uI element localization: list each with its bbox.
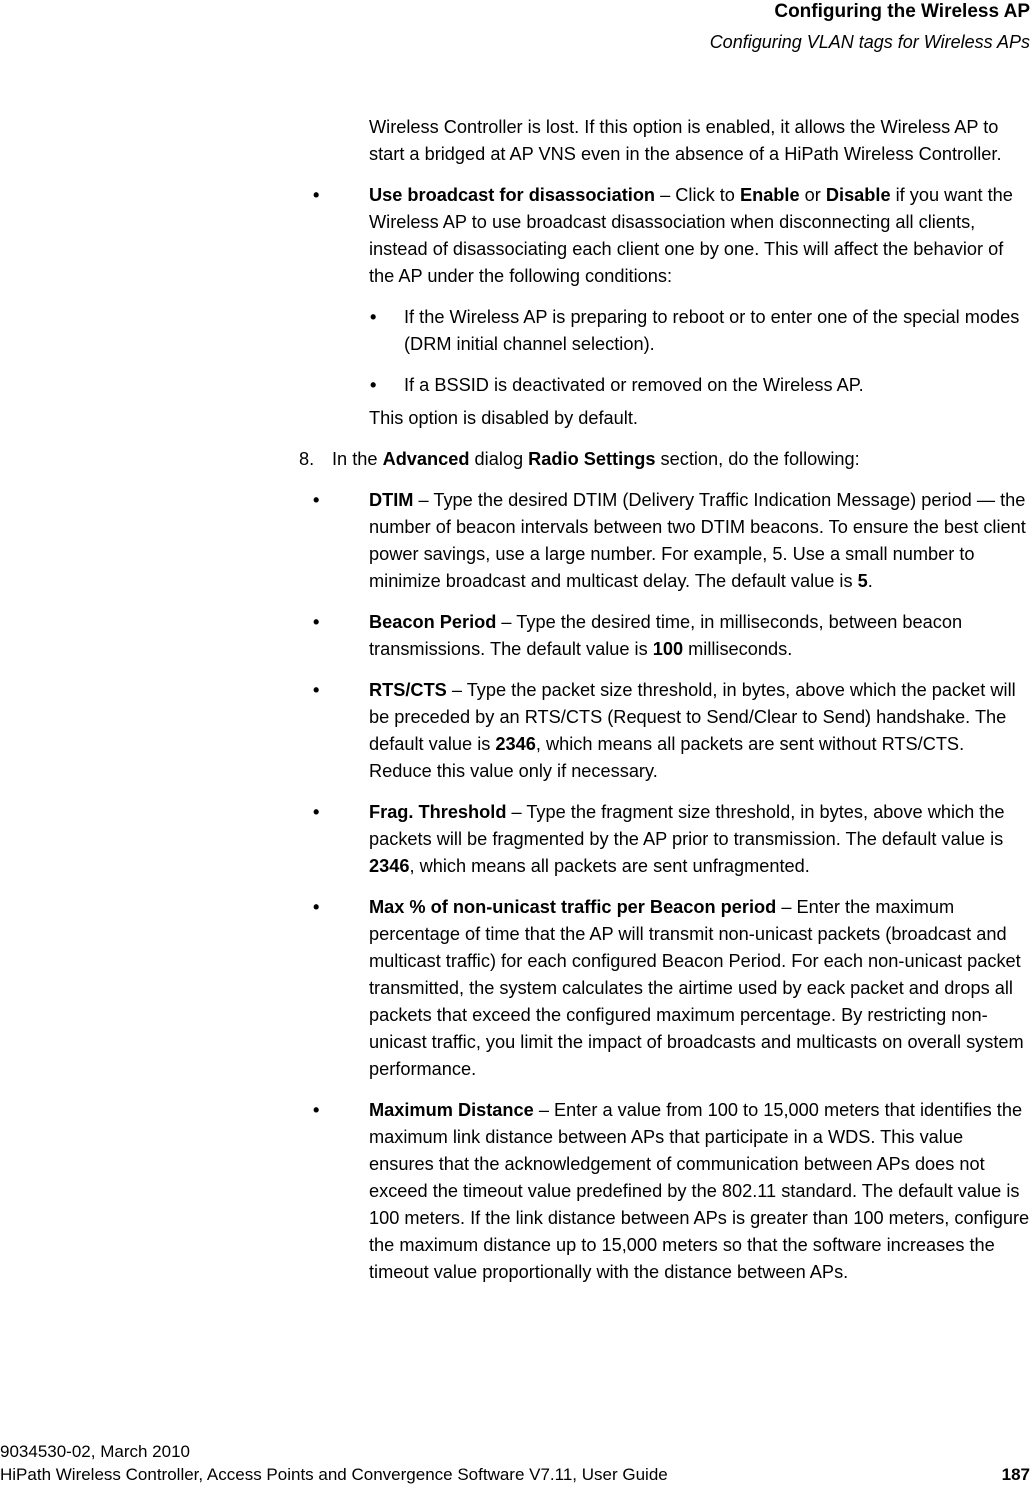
footer-guide-title: HiPath Wireless Controller, Access Points and Convergence Software V7.11, User Guide: [0, 1465, 668, 1484]
sub-bullet-marker: •: [370, 375, 377, 395]
step-8: [299, 446, 1031, 473]
text-span: , which means all packets are sent unfragmented.: [409, 856, 810, 876]
note-text: This option is disabled by default.: [369, 408, 638, 428]
default-note: [369, 405, 1031, 432]
term-advanced: Advanced: [382, 449, 470, 469]
bullet-marker: •: [313, 1100, 320, 1120]
intro-text: Wireless Controller is lost. If this option is enabled, it allows the Wireless AP to start a bridged at AP VNS even in the absence of a HiPath Wireless Controller.: [369, 117, 1002, 164]
intro-paragraph: [369, 114, 1031, 168]
text-span: – Type the fragment size threshold, in bytes, above which the packets will be fragmented by the AP prior to transmission. The default value is: [369, 802, 1005, 849]
bullet-marker: •: [313, 185, 320, 205]
term-maximum-distance: Maximum Distance: [369, 1100, 534, 1120]
bullet-max-non-unicast: [313, 894, 1031, 1083]
footer-doc-id: 9034530-02, March 2010: [0, 1442, 190, 1461]
term-frag-threshold: Frag. Threshold: [369, 802, 507, 822]
bullet-marker: •: [313, 490, 320, 510]
sub-bullet-bssid: [370, 372, 1031, 399]
value-rts: 2346: [495, 734, 536, 754]
value-beacon: 100: [652, 639, 684, 659]
section-subtitle: Configuring VLAN tags for Wireless APs: [709, 32, 1030, 52]
sub-bullet-text: If a BSSID is deactivated or removed on the Wireless AP.: [404, 375, 864, 395]
text-span: , which means all packets are sent without RTS/CTS. Reduce this value only if necessary.: [369, 734, 965, 781]
chapter-title: Configuring the Wireless AP: [774, 1, 1030, 22]
text-span: .: [867, 571, 873, 591]
bullet-maximum-distance: [313, 1097, 1031, 1286]
text-span: or: [799, 185, 826, 205]
bullet-rts-cts: [313, 677, 1031, 785]
bullet-beacon-period: [313, 609, 1031, 663]
bullet-marker: •: [313, 802, 320, 822]
text-span: – Enter the maximum percentage of time that the AP will transmit non-unicast packets (broadcast and multicast traffic) for each configured Beacon Period. For each non-unicast packet transmitted, the system calculates the airtime used by eack packet and drops all packets that exceed the configured maximum percentage. By restricting non-unicast traffic, you limit the impact of broadcasts and multicasts on overall system performance.: [369, 897, 1024, 1079]
text-span: – Click to: [655, 185, 740, 205]
bullet-marker: •: [313, 897, 320, 917]
text-span: In the: [332, 449, 383, 469]
sub-bullet-text: If the Wireless AP is preparing to reboot or to enter one of the special modes (DRM initial channel selection).: [404, 307, 1020, 354]
text-span: – Type the desired time, in milliseconds, between beacon transmissions. The default value is: [369, 612, 963, 659]
value-frag: 2346: [369, 856, 410, 876]
sub-bullet-reboot: [370, 304, 1031, 358]
text-span: section, do the following:: [655, 449, 860, 469]
text-span: – Enter a value from 100 to 15,000 meters that identifies the maximum link distance between APs that participate in a WDS. This value ensures that the acknowledgement of communication between APs does not exceed the timeout value predefined by the 802.11 standard. The default value is 100 meters. If the link distance between APs is greater than 100 meters, configure the maximum distance up to 15,000 meters so that the software increases the timeout value proportionally with the distance between APs.: [369, 1100, 1030, 1282]
term-enable: Enable: [739, 185, 800, 205]
sub-bullet-marker: •: [370, 307, 377, 327]
text-span: – Type the packet size threshold, in bytes, above which the packet will be preceded by an RTS/CTS (Request to Send/Clear to Send) handshake. The default value is: [369, 680, 1016, 754]
bullet-dtim: [313, 487, 1031, 595]
value-dtim: 5: [857, 571, 868, 591]
bullet-broadcast-disassociation: [313, 182, 1031, 290]
term-beacon-period: Beacon Period: [369, 612, 497, 632]
page-number: 187: [1001, 1465, 1030, 1484]
text-span: dialog: [469, 449, 529, 469]
term-max-non-unicast: Max % of non-unicast traffic per Beacon period: [369, 897, 777, 917]
term-broadcast: Use broadcast for disassociation: [369, 185, 656, 205]
bullet-frag-threshold: [313, 799, 1031, 880]
bullet-marker: •: [313, 612, 320, 632]
text-span: – Type the desired DTIM (Delivery Traffic Indication Message) period — the number of beacon intervals between two DTIM beacons. To ensure the best client power savings, use a large number. For example, 5. Use a small number to minimize broadcast and multicast delay. The default value is: [369, 490, 1026, 591]
text-span: if you want the Wireless AP to use broadcast disassociation when disconnecting all clients, instead of disassociating each client one by one. This will affect the behavior of the AP under the following conditions:: [369, 185, 1013, 286]
step-number: 8.: [299, 449, 315, 469]
text-span: milliseconds.: [683, 639, 793, 659]
term-dtim: DTIM: [369, 490, 414, 510]
page-content: [0, 114, 1034, 1300]
term-radio-settings: Radio Settings: [528, 449, 656, 469]
term-rts-cts: RTS/CTS: [369, 680, 447, 700]
bullet-marker: •: [313, 680, 320, 700]
term-disable: Disable: [825, 185, 891, 205]
